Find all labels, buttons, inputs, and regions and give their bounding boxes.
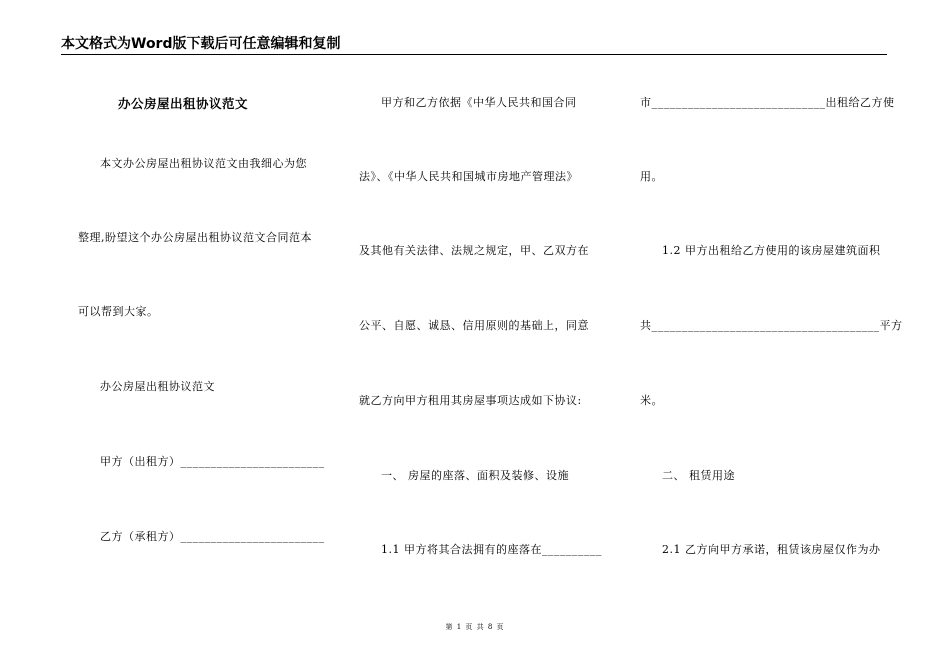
col2-section-heading-1: 一、 房屋的座落、面积及装修、设施 — [381, 469, 569, 482]
header-divider — [61, 54, 887, 55]
col3-line-4: 共______________________________________平方 — [640, 319, 903, 332]
document-header: 本文格式为Word版下载后可任意编辑和复制 — [61, 36, 341, 52]
col2-line-2: 法》、《中华人民共和国城市房地产管理法》 — [359, 170, 578, 183]
col1-line-4: 办公房屋出租协议范文 — [100, 380, 215, 393]
col1-party-a: 甲方（出租方）________________________ — [100, 455, 325, 468]
col2-clause-1-1: 1.1 甲方将其合法拥有的座落在__________ — [381, 543, 602, 556]
page-footer: 第 1 页 共 8 页 — [445, 623, 505, 631]
col2-line-4: 公平、自愿、诚恳、信用原则的基础上，同意 — [359, 319, 589, 332]
col1-line-3: 可以帮到大家。 — [78, 305, 159, 318]
col2-line-1: 甲方和乙方依据《中华人民共和国合同 — [381, 96, 577, 109]
col1-party-b: 乙方（承租方）________________________ — [100, 530, 325, 543]
col3-clause-1-2: 1.2 甲方出租给乙方使用的该房屋建筑面积 — [662, 244, 881, 257]
col1-line-2: 整理,盼望这个办公房屋出租协议范文合同范本 — [78, 231, 312, 244]
document-title: 办公房屋出租协议范文 — [118, 96, 249, 111]
col3-section-heading-2: 二、 租赁用途 — [662, 469, 735, 482]
col3-clause-2-1: 2.1 乙方向甲方承诺，租赁该房屋仅作为办 — [662, 543, 881, 556]
col3-line-5: 米。 — [640, 394, 663, 407]
col2-line-5: 就乙方向甲方租用其房屋事项达成如下协议: — [359, 394, 582, 407]
col3-line-1: 市_____________________________出租给乙方使 — [640, 96, 895, 109]
col1-line-1: 本文办公房屋出租协议范文由我细心为您 — [100, 157, 307, 170]
col3-line-2: 用。 — [640, 170, 663, 183]
col2-line-3: 及其他有关法律、法规之规定，甲、乙双方在 — [359, 244, 589, 257]
